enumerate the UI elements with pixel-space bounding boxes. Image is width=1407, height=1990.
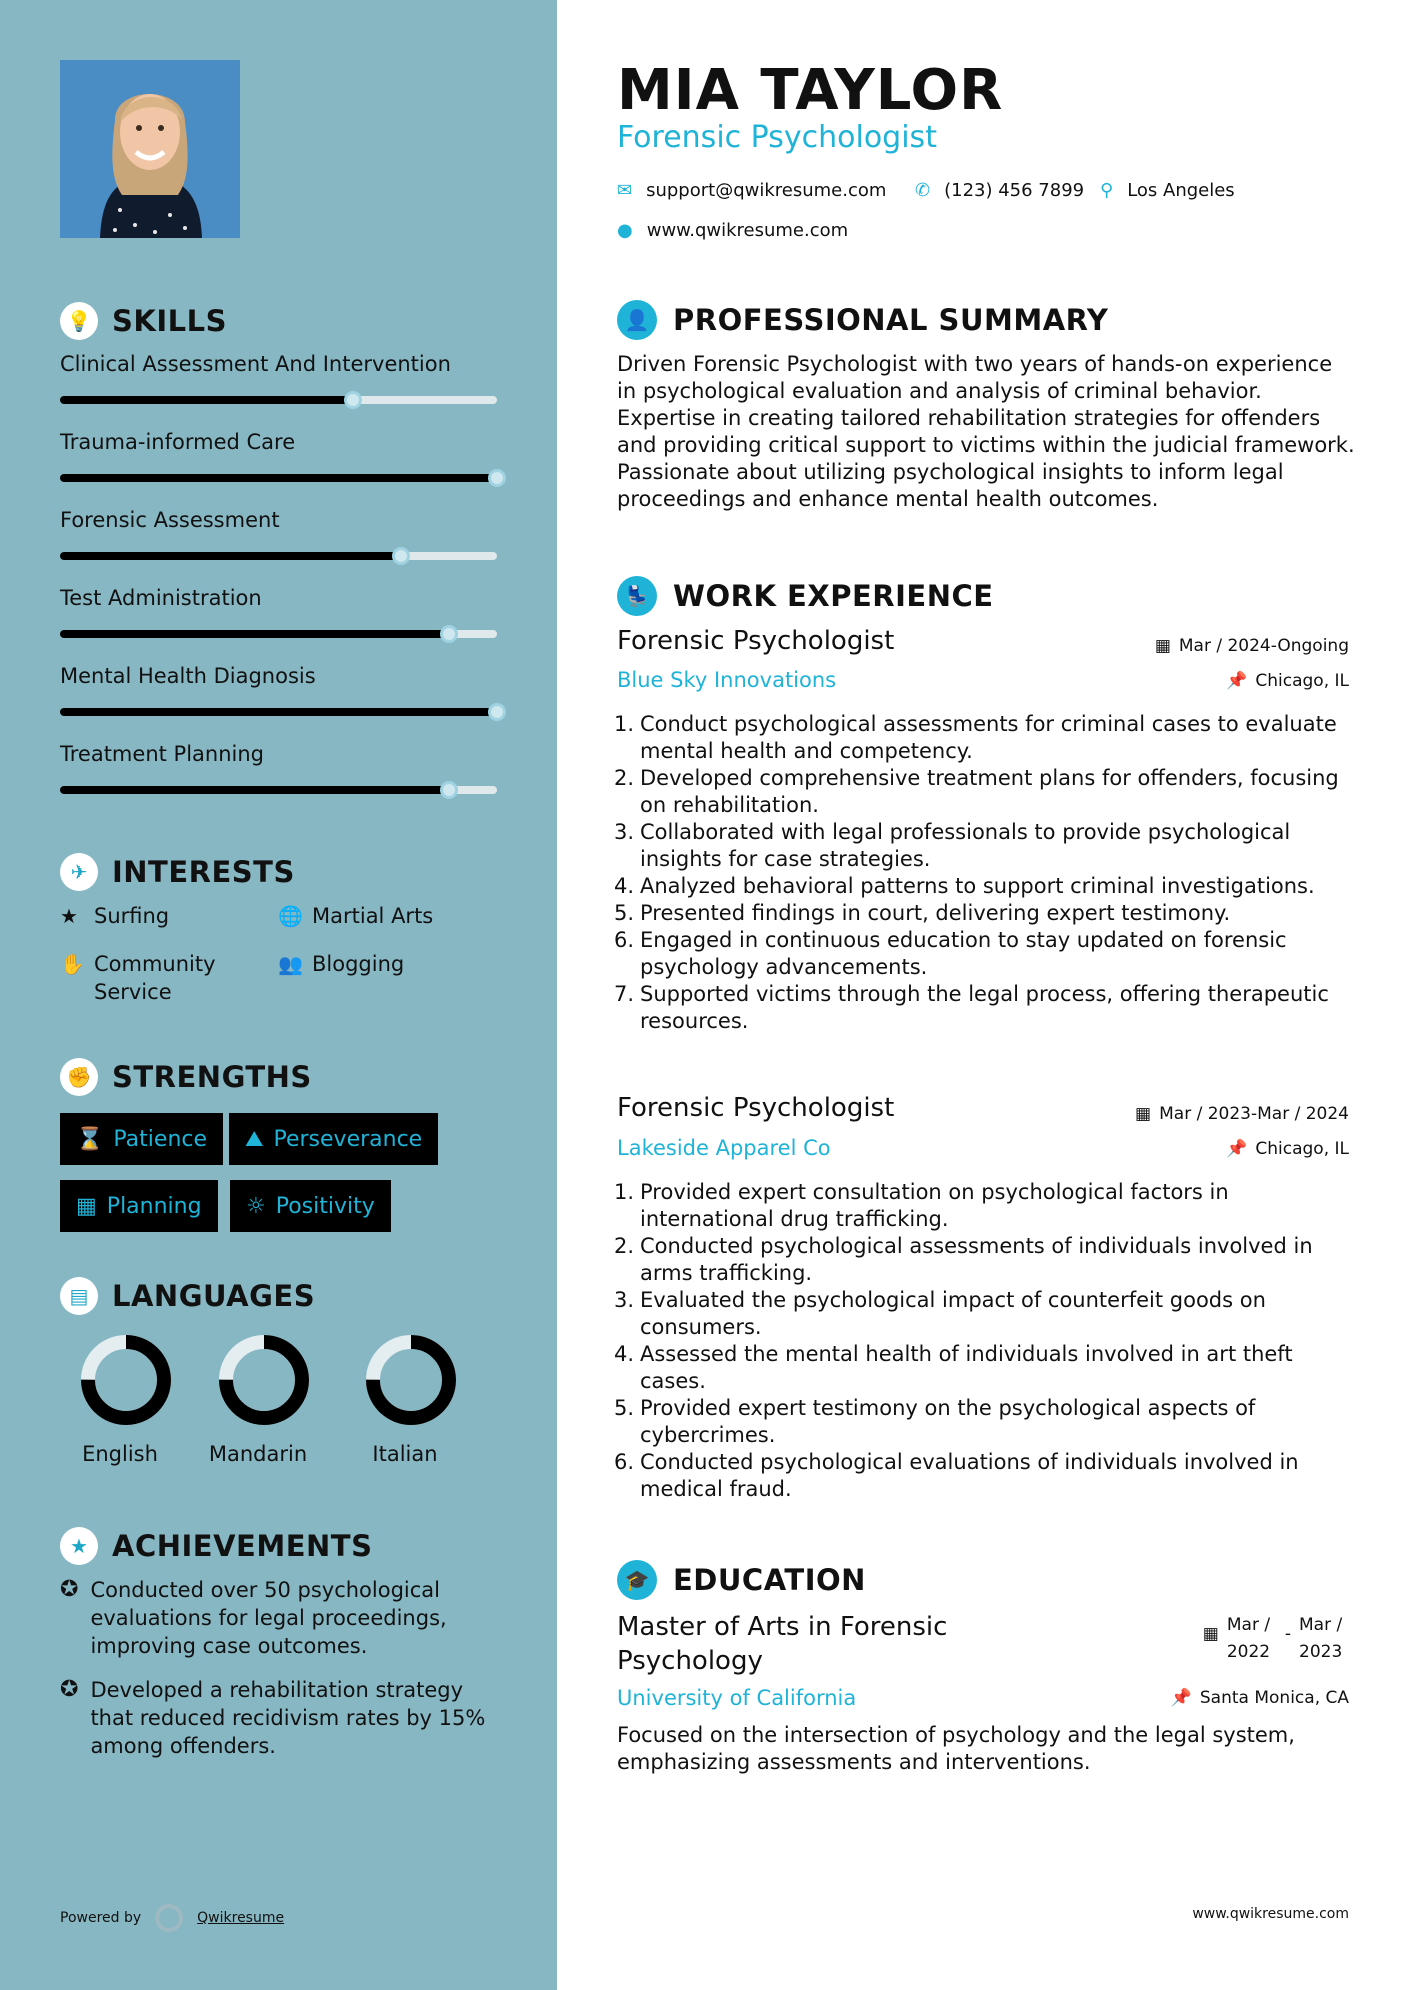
- profile-photo: [60, 60, 240, 238]
- job-title: Forensic Psychologist: [617, 1093, 895, 1123]
- language-donut: [216, 1332, 312, 1428]
- languages-heading: [60, 1277, 315, 1315]
- phone-text: (123) 456 7899: [944, 180, 1085, 201]
- list-item: 6. Conducted psychological evaluations of individuals involved in medical fraud.: [613, 1450, 1299, 1501]
- skill-bar-knob: [488, 469, 506, 487]
- skill-bar-fill: [60, 474, 497, 482]
- skill-item: [60, 352, 500, 404]
- skill-bar-fill: [60, 708, 497, 716]
- achievements-title: ACHIEVEMENTS: [112, 1529, 373, 1563]
- strengths-title: STRENGTHS: [112, 1060, 312, 1094]
- summary-text: Driven Forensic Psychologist with two years of hands-on experience in psychological evaluation and analysis of criminal behavior. Expertise in creating tailored rehabilitation strategies for offenders and providing critical support to victims within the judicial framework. Passionate about utilizing psychological insights to inform legal proceedings and enhance mental health outcomes.: [617, 352, 1355, 511]
- languages-title: LANGUAGES: [112, 1279, 316, 1313]
- calendar-icon: ▦: [1202, 1624, 1219, 1644]
- website-text[interactable]: www.qwikresume.com: [646, 220, 849, 241]
- language-name: Italian: [372, 1442, 438, 1466]
- experience-title: WORK EXPERIENCE: [673, 579, 994, 613]
- language-name: English: [82, 1442, 158, 1466]
- job-location-text: Chicago, IL: [1255, 1139, 1349, 1159]
- skill-item: [60, 586, 500, 638]
- graduation-cap-icon: 🎓: [617, 1560, 657, 1600]
- hand-icon: ✋: [60, 952, 85, 976]
- language-item: [198, 1332, 318, 1466]
- list-item: 7. Supported victims through the legal process, offering therapeutic resources.: [613, 982, 1329, 1033]
- list-item: 3. Collaborated with legal professionals to provide psychological insights for case strategies.: [613, 820, 1291, 871]
- star-badge-icon: ★: [60, 1527, 98, 1565]
- list-item: 2. Developed comprehensive treatment plans for offenders, focusing on rehabilitation.: [613, 766, 1339, 817]
- skills-title: SKILLS: [112, 304, 227, 338]
- list-item: 5. Provided expert testimony on the psychological aspects of cybercrimes.: [613, 1396, 1256, 1447]
- skill-bar-fill: [60, 630, 449, 638]
- users-icon: 👥: [278, 952, 303, 976]
- skill-bar-fill: [60, 786, 449, 794]
- road-icon: ⛰: [245, 1126, 264, 1152]
- envelope-icon: ✉: [617, 180, 633, 201]
- job-location: [1226, 1139, 1349, 1159]
- skill-item: [60, 742, 500, 794]
- skill-name: Trauma-informed Care: [60, 430, 296, 454]
- interest-label: Martial Arts: [312, 904, 434, 928]
- skill-bar: [60, 630, 497, 638]
- language-name: Mandarin: [208, 1442, 308, 1466]
- job-bullets: [610, 711, 1355, 1035]
- skill-bar: [60, 708, 497, 716]
- strength-badge: [60, 1180, 218, 1232]
- sidebar: [0, 0, 557, 1990]
- job-location-text: Chicago, IL: [1255, 671, 1349, 691]
- education-location: [1171, 1688, 1349, 1708]
- job-bullets: [610, 1179, 1355, 1503]
- education-description: Focused on the intersection of psychology and the legal system, emphasizing assessments and interventions.: [617, 1723, 1295, 1774]
- skill-bar-knob: [488, 703, 506, 721]
- candidate-name: MIA TAYLOR: [617, 58, 1004, 123]
- interest-label: Surfing: [94, 904, 170, 928]
- contact-location: [1100, 180, 1235, 201]
- skill-item: [60, 430, 500, 482]
- list-item: 1. Conduct psychological assessments for criminal cases to evaluate mental health and competency.: [613, 712, 1337, 763]
- job-dates: [1155, 636, 1349, 656]
- user-icon: 👤: [617, 300, 657, 340]
- paper-plane-icon: ✈: [60, 853, 98, 891]
- achievement-text: Developed a rehabilitation strategy that reduced recidivism rates by 15% among offenders.: [90, 1678, 486, 1758]
- strength-label: Patience: [113, 1126, 208, 1152]
- trophy-star-icon: ✪: [60, 1677, 79, 1702]
- job-dates-text: Mar / 2023-Mar / 2024: [1159, 1104, 1349, 1124]
- strength-badge: [60, 1113, 223, 1165]
- summary-title: PROFESSIONAL SUMMARY: [673, 303, 1109, 337]
- location-text: Los Angeles: [1127, 180, 1235, 201]
- calendar-icon: ▦: [76, 1193, 97, 1219]
- list-item: 5. Presented findings in court, delivering expert testimony.: [613, 901, 1231, 925]
- education-heading: [617, 1560, 866, 1600]
- skill-item: [60, 664, 500, 716]
- list-item: 1. Provided expert consultation on psychological factors in international drug trafficking.: [613, 1180, 1229, 1231]
- strengths-heading: [60, 1058, 312, 1096]
- strength-badge: [229, 1113, 438, 1165]
- education-location-text: Santa Monica, CA: [1199, 1688, 1349, 1708]
- trophy-star-icon: ✪: [60, 1577, 79, 1602]
- contact-email: [617, 180, 886, 201]
- star-icon: ★: [60, 904, 78, 928]
- sun-icon: ☼: [246, 1193, 266, 1219]
- candidate-role: Forensic Psychologist: [617, 120, 937, 155]
- education-degree: Master of Arts in Forensic Psychology: [617, 1612, 948, 1676]
- powered-by-label: Powered by: [60, 1910, 142, 1926]
- strength-label: Perseverance: [273, 1126, 423, 1152]
- interest-item: [60, 902, 169, 930]
- skill-bar: [60, 474, 497, 482]
- qwikresume-logo-icon: [155, 1904, 183, 1932]
- interests-heading: [60, 853, 295, 891]
- language-item: [345, 1332, 465, 1466]
- language-donut: [78, 1332, 174, 1428]
- summary-heading: [617, 300, 1108, 340]
- map-pin-icon: ⚲: [1100, 180, 1114, 201]
- skill-name: Mental Health Diagnosis: [60, 664, 316, 688]
- list-item: 6. Engaged in continuous education to stay updated on forensic psychology advancements.: [613, 928, 1287, 979]
- skill-bar: [60, 396, 497, 404]
- skill-bar-fill: [60, 396, 353, 404]
- contact-phone: [915, 180, 1084, 201]
- email-text[interactable]: support@qwikresume.com: [646, 180, 887, 201]
- achievement-text: Conducted over 50 psychological evaluations for legal proceedings, improving case outcomes.: [90, 1578, 447, 1658]
- job-dates: [1135, 1104, 1349, 1124]
- education-dates: [1203, 1612, 1349, 1666]
- pin-icon: 📌: [1226, 671, 1248, 691]
- hourglass-icon: ⌛: [76, 1126, 104, 1152]
- globe-icon: ●: [617, 220, 633, 241]
- list-item: 2. Conducted psychological assessments of individuals involved in arms trafficking.: [613, 1234, 1313, 1285]
- contact-website: [617, 220, 848, 241]
- skills-heading: [60, 302, 227, 340]
- strength-label: Planning: [106, 1193, 202, 1219]
- skill-bar-knob: [440, 781, 458, 799]
- job-dates-text: Mar / 2024-Ongoing: [1178, 636, 1349, 656]
- job-company: Lakeside Apparel Co: [617, 1136, 831, 1160]
- achievements-heading: [60, 1527, 372, 1565]
- skill-bar: [60, 786, 497, 794]
- skill-item: [60, 508, 500, 560]
- skill-name: Treatment Planning: [60, 742, 264, 766]
- globe-icon: 🌐: [278, 904, 303, 928]
- education-school: University of California: [617, 1686, 857, 1710]
- id-card-icon: ▤: [60, 1277, 98, 1315]
- skill-bar-knob: [344, 391, 362, 409]
- skill-bar-knob: [392, 547, 410, 565]
- qwikresume-link[interactable]: Qwikresume: [197, 1910, 285, 1926]
- skill-bar-fill: [60, 552, 401, 560]
- pin-icon: 📌: [1170, 1688, 1192, 1708]
- footer-url[interactable]: www.qwikresume.com: [1192, 1906, 1349, 1922]
- strength-badge: [230, 1180, 391, 1232]
- phone-icon: ✆: [915, 180, 931, 201]
- list-item: 3. Evaluated the psychological impact of counterfeit goods on consumers.: [613, 1288, 1266, 1339]
- education-end: Mar / 2023: [1299, 1615, 1343, 1662]
- interest-item: [60, 950, 240, 1006]
- education-title: EDUCATION: [673, 1563, 866, 1597]
- pin-icon: 📌: [1226, 1139, 1248, 1159]
- language-item: [60, 1332, 180, 1466]
- job-company: Blue Sky Innovations: [617, 668, 837, 692]
- list-item: 4. Assessed the mental health of individuals involved in art theft cases.: [613, 1342, 1293, 1393]
- strength-label: Positivity: [275, 1193, 375, 1219]
- lightbulb-icon: 💡: [60, 302, 98, 340]
- experience-heading: [617, 576, 994, 616]
- skill-bar-knob: [440, 625, 458, 643]
- education-separator: -: [1284, 1624, 1291, 1644]
- list-item: 4. Analyzed behavioral patterns to support criminal investigations.: [613, 874, 1315, 898]
- interest-label: Community Service: [94, 952, 216, 1004]
- language-donut: [363, 1332, 459, 1428]
- interests-title: INTERESTS: [112, 855, 295, 889]
- skill-bar: [60, 552, 497, 560]
- powered-by: [60, 1904, 284, 1932]
- calendar-icon: ▦: [1154, 636, 1171, 656]
- chair-icon: 💺: [617, 576, 657, 616]
- achievement-item: [60, 1676, 500, 1760]
- calendar-icon: ▦: [1135, 1104, 1152, 1124]
- skill-name: Test Administration: [60, 586, 262, 610]
- education-start: Mar / 2022: [1226, 1615, 1271, 1662]
- job-location: [1226, 671, 1349, 691]
- interest-label: Blogging: [312, 952, 405, 976]
- skill-name: Forensic Assessment: [60, 508, 280, 532]
- achievement-item: [60, 1576, 500, 1660]
- interest-item: [278, 902, 433, 930]
- interest-item: [278, 950, 404, 978]
- job-title: Forensic Psychologist: [617, 626, 895, 656]
- fist-icon: ✊: [60, 1058, 98, 1096]
- skill-name: Clinical Assessment And Intervention: [60, 352, 451, 376]
